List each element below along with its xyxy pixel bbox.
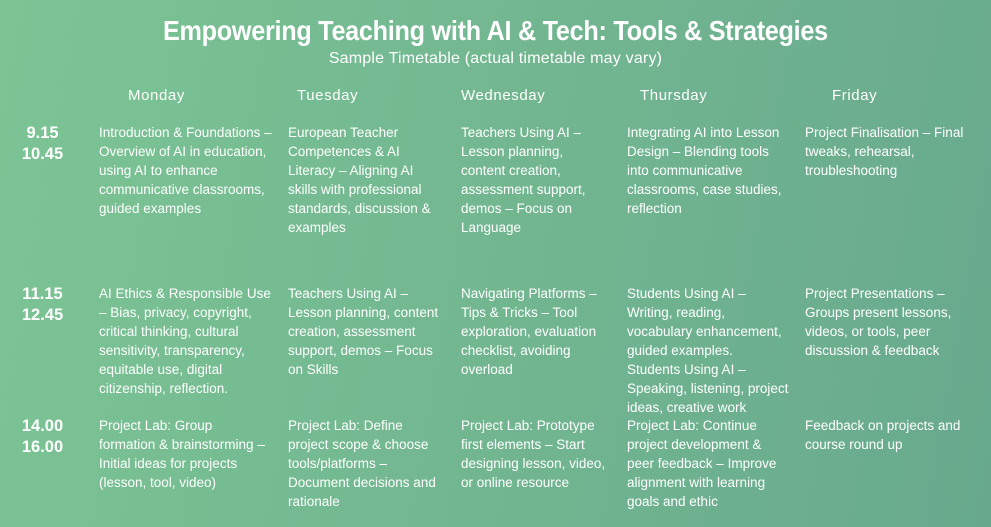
time-slot-2: [0, 283, 97, 415]
session-cell-monday-1: Introduction & Foundations – Overview of AI in education, using AI to enhance communicative classrooms, guided examples: [99, 125, 272, 216]
time-start: 14.00: [21, 417, 64, 435]
session-cell-monday-3: Project Lab: Group formation & brainstorming – Initial ideas for projects (lesson, tool, video): [99, 418, 265, 490]
day-header-friday: Friday: [832, 87, 878, 104]
session-cell-wednesday-1: Teachers Using AI – Lesson planning, content creation, assessment support, demos – Focus on Language: [461, 125, 586, 235]
day-header-wednesday: Wednesday: [461, 87, 546, 104]
session-cell-tuesday-2: Teachers Using AI – Lesson planning, content creation, assessment support, demos – Focus on Skills: [288, 286, 439, 377]
session-cell-wednesday-2: Navigating Platforms – Tips & Tricks – Tool exploration, evaluation checklist, avoiding overload: [461, 286, 597, 377]
day-header-tuesday: Tuesday: [297, 87, 359, 104]
time-end: 12.45: [21, 306, 64, 324]
session-cell-wednesday-3: Project Lab: Prototype first elements – Start designing lesson, video, or online resource: [461, 418, 606, 490]
time-end: 10.45: [21, 145, 64, 163]
time-slot-3: [0, 415, 97, 527]
timetable-grid: [0, 78, 991, 527]
session-cell-thursday-2: Students Using AI – Writing, reading, vocabulary enhancement, guided examples. Students Using AI – Speaking, listening, project ideas, creative work: [627, 286, 789, 415]
session-cell-friday-3: Feedback on projects and course round up: [805, 418, 961, 452]
day-header-monday: Monday: [128, 87, 185, 104]
time-start: 11.15: [22, 285, 63, 303]
time-slot-1: [0, 122, 97, 283]
time-end: 16.00: [21, 438, 64, 456]
session-cell-monday-2: AI Ethics & Responsible Use – Bias, privacy, copyright, critical thinking, cultural sensitivity, transparency, equitable use, digital citizenship, reflection.: [99, 286, 271, 396]
time-start: 9.15: [26, 124, 59, 142]
day-header-thursday: Thursday: [640, 87, 708, 104]
session-cell-friday-2: Project Presentations – Groups present lessons, videos, or tools, peer discussion & feedback: [805, 286, 952, 358]
session-cell-tuesday-3: Project Lab: Define project scope & choose tools/platforms – Document decisions and rationale: [288, 418, 436, 509]
session-cell-thursday-1: Integrating AI into Lesson Design – Blending tools into communicative classrooms, case studies, reflection: [627, 125, 782, 216]
page-title: Empowering Teaching with AI & Tech: Tools & Strategies: [163, 15, 828, 46]
session-cell-thursday-3: Project Lab: Continue project development & peer feedback – Improve alignment with learning goals and ethic: [627, 418, 777, 509]
page-subtitle: Sample Timetable (actual timetable may vary): [328, 50, 663, 67]
session-cell-friday-1: Project Finalisation – Final tweaks, rehearsal, troubleshooting: [805, 125, 964, 178]
slide-header: [0, 0, 991, 78]
grid-corner-spacer: [0, 78, 97, 122]
session-cell-tuesday-1: European Teacher Competences & AI Literacy – Aligning AI skills with professional standards, discussion & examples: [288, 125, 431, 235]
